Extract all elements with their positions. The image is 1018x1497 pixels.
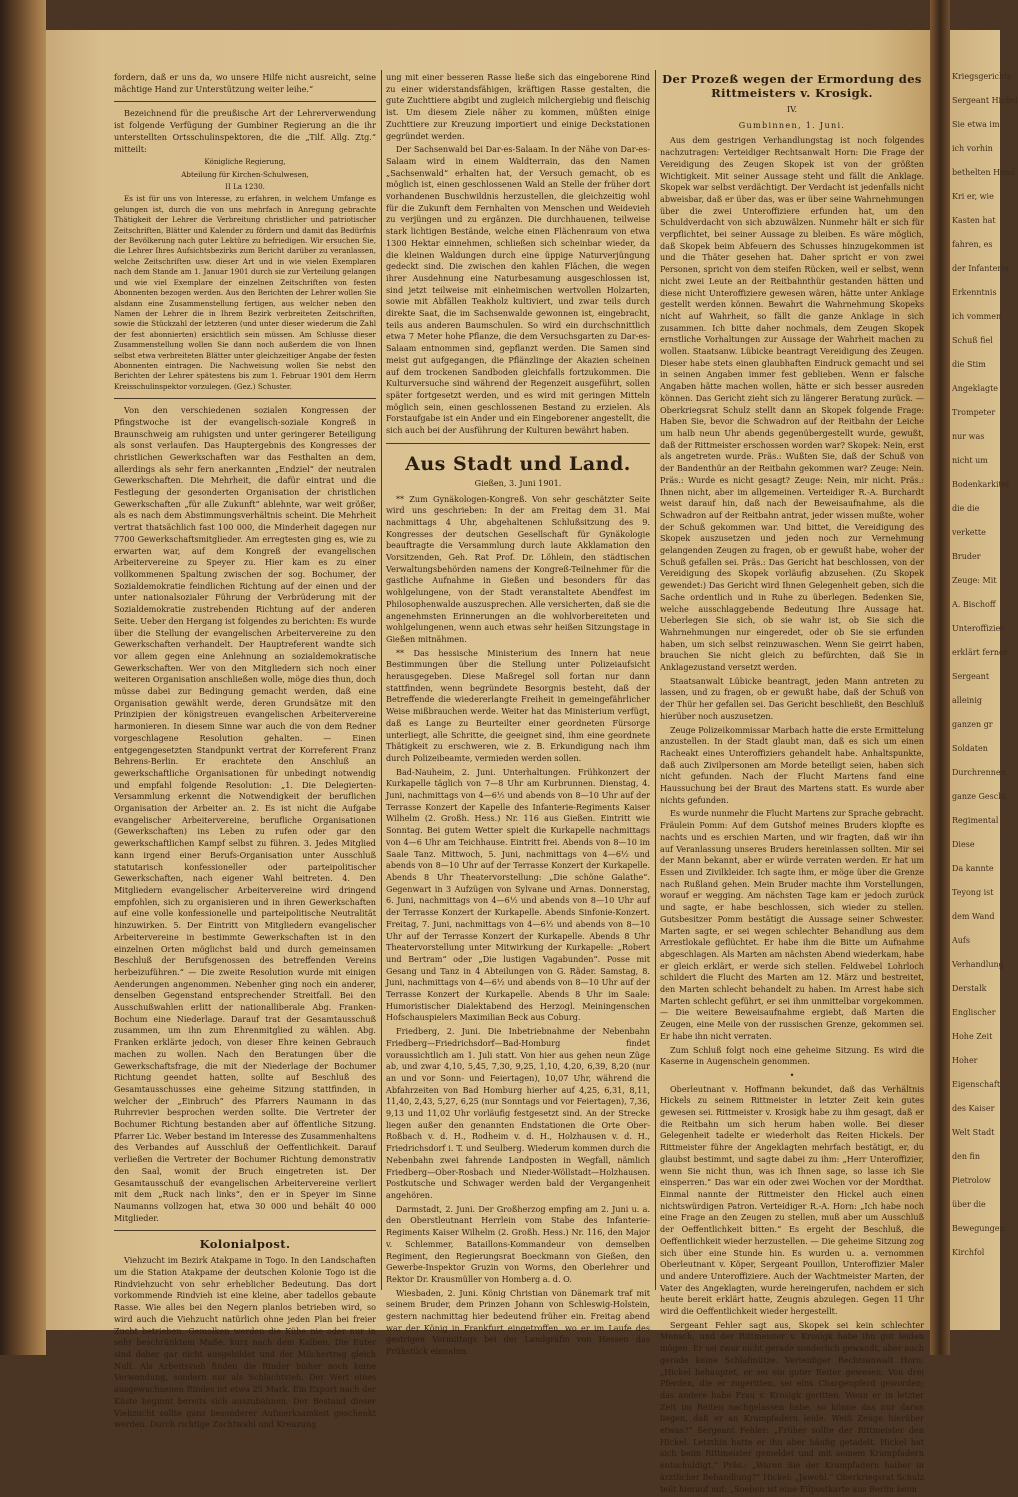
- paragraph: Wiesbaden, 2. Juni. König Christian von Dänemark traf mit seinem Bruder, dem Prinzen Johann von Schleswig-Holstein, gestern nachmittag hier bedeutend früher ein. Freitag abend war der König in Frankfurt eingetroffen, wo er im Laufe des gestrigen Vormittags bei der Landgräfin von Hessen das Frühstück einnahm.: [386, 1287, 650, 1357]
- next-page-fragment: A. Bischoff: [952, 600, 996, 609]
- next-page-fragment: Sergeant Hickel: [952, 96, 1018, 105]
- next-page-fragment: die die: [952, 504, 980, 513]
- paragraph: Darmstadt, 2. Juni. Der Großherzog empfing am 2. Juni u. a. den Oberstleutnant Herrlein vom Stabe des Infanterie-Regiments Kaiser Wilhelm (2. Großh. Hess.) Nr. 116, den Major v. Schlemmer, Bataillons-Kommandeur von demselben Regiment, den Regierungsrat Boeckmann von Gießen, den Gewerbe-Inspektor Gruzin von Worms, den Oberlehrer und Rektor Dr. Krausmüller von Homberg a. d. O.: [386, 1203, 650, 1284]
- next-page-fragment: Unteroffizier: [952, 624, 1005, 633]
- next-page-fragment: Eigenschaft: [952, 1080, 1001, 1089]
- next-page-fragment: Hoher: [952, 1056, 978, 1065]
- next-page-fragment: Hohe Zeit: [952, 1032, 993, 1041]
- paragraph: Viehzucht im Bezirk Atakpame in Togo. In den Landschaften um die Station Atakpame der deutschen Kolonie Togo ist die Rindviehzucht von sehr erheblicher Bedeutung. Das dort vorkommende Rindvieh ist eine kleine, aber tadellos gebaute Rasse. Wie alles bei den Negern planlos betrieben wird, so wird auch die Viehzucht natürlich ohne jeden Plan bei freier Zucht betrieben. Gemolken werden die Kühe nie oder nur in sehr beschränktem Maße, kurz nach dem Kalben. Die Euter sind daher gar nicht ausgebildet und der Milchertrag gleich Null. Als Arbeitsvieh finden die Rinder bisher noch keine Verwendung, sondern nur als Schlachtvieh. Der Wert eines ausgewachsenen Rindes ist etwa 25 Mark. Ein Export nach der Küste beginnt bereits sich auszubahnen. Der Bestand dieser Viehzucht sollte ganz besonderer Aufmerksamkeit geschenkt werden. Durch richtige Zuchtwahl und Kreuzung: [114, 1255, 376, 1430]
- next-page-fragment: Durchrennen: [952, 768, 1006, 777]
- divider: [114, 101, 376, 102]
- divider: [114, 398, 376, 399]
- next-page-fragment: Diese: [952, 840, 975, 849]
- paragraph: ung mit einer besseren Rasse ließe sich das eingeborene Rind zu einer widerstandsfähigen, kräftigen Rasse gestalten, die gute Zuchttiere abgibt und zugleich milchergiebig und fleischig ist. Um diesem Ziele näher zu kommen, müßten einige Zuchttiere zur Kreuzung importiert und einige Deckstationen gegründet werden.: [386, 72, 650, 141]
- next-page-fragment: Kriegsgerichte: [952, 72, 1013, 81]
- next-page-fragment: erklärt ferner: [952, 648, 1008, 657]
- paragraph: Zum Schluß folgt noch eine geheime Sitzung. Es wird die Kaserne in Augenschein genommen.: [660, 1044, 924, 1067]
- paragraph: Der Sachsenwald bei Dar-es-Salaam. In der Nähe von Dar-es-Salaam wird in einem Waldterrain, das den Namen „Sachsenwald“ erhalten hat, der Versuch gemacht, ob es möglich ist, einen geschlossenen Wald an Stelle der früher dort vorhandenen Buschwildnis herzustellen, die gleichzeitig wohl für die Zukunft dem Fernhalten von Menschen und Weidevieh zu verjüngen und zu ergänzen. Die durchhauenen, teilweise stark lichtigen Bestände, welche einen Flächenraum von etwa 1300 Hektar einnehmen, schließen sich scheinbar wieder, da die kleinen Waldungen durch eine üppige Naturverjüngung gedeckt sind. Die zwischen den kahlen Flächen, die wegen ihrer Ausdehnung eine Naturbesamung ausgeschlossen ist, sind jetzt teilweise mit einheimischen wertvollen Holzarten, sowie mit Abfällen Teakholz kultiviert, und zwar teils durch direkte Saat, die im Sachsenwalde gewonnen ist, eingebracht, teils aus anderen Baumschulen. So wird ein durchschnittlich etwa 7 Meter hohe Pflanze, die dem Versuchsgarten zu Dar-es-Salaam entnommen sind, gepflanzt werden. Die Samen sind meist gut aufgegangen, die Pflänzlinge der Akazien scheinen auf dem trockenen Sandboden gleichfalls fortzukommen. Die Kulturversuche sind während der Regenzeit ausgeführt, sollen später fortgesetzt werden, und es wird mit geringen Mitteln möglich sein, einen geschlossenen Bestand zu erzielen. Als Forstaufgabe ist ein Ander und ein Eingeborener angestellt, die sich auch bei der Ausführung der Kulturen bewährt haben.: [386, 144, 650, 436]
- paragraph: ** Das hessische Ministerium des Innern hat neue Bestimmungen über die Stellung unter Polizeiaufsicht herausgegeben. Diese Maßregel soll fortan nur dann stattfinden, wenn begründete Besorgnis besteht, daß der Betreffende die wiedererlangte Freiheit in gemeingefährlicher Weise mißbrauchen werde. Weiter hat das Ministerium verfügt, daß es Lange zu Beurteilter einer geordneten Fürsorge unterliegt, alle Schritte, die geeignet sind, ihm eine geordnete Thätigkeit zu erschweren, wie z. B. Erkundigung nach ihm durch Polizeibeamte, vermieden werden sollen.: [386, 647, 650, 763]
- next-page-fragment: Sie etwa im: [952, 120, 1000, 129]
- paragraph: Sergeant Fehler sagt aus, Skopek sei kein schlechter Mensch, und der Rittmeister v. Krosigk habe ihn gut leiden mögen. Er sei zwar nicht gerade sonderlich gewandt, aber auch gerade keine Schlafmütze. Verteidiger Rechtsanwalt Horn: „Hickel behauptet, er sei ein guter Reiter gewesen. Von drei Pferden, die er zugeritten, sei eins Chargenpferd geworden; das andere habe Frau v. Krosigk geritten. Wenn er in letzter Zeit im Reiten nachgelassen habe, so könne das nur daran liegen, daß er an Krampfadern leide. Weiß Zeuge hierüber etwas?“ Sergeant Fehler: „Früher sollte der Rittmeister den Hickel. Letzthin hatte er ihn aber häufig getadelt. Hickel hat sich beim Rittmeister gemeldet und mit seinem Krampfadern entschuldigt.“ Präs.: „Waren Sie der Krampfadern halber in ärztlicher Behandlung?“ Hickel: „Jawohl.“ Oberkriegsrat Schulz teilt hierauf mit: „Soeben ist eine Eilpostkarte aus Berlin beim: [660, 1319, 924, 1494]
- next-page-fragment: ganze Geschi: [952, 792, 1006, 801]
- decree-heading: Königliche Regierung,: [204, 157, 286, 167]
- next-page-fragment: alleinig: [952, 696, 983, 705]
- next-page-fragment: verkette: [952, 528, 986, 537]
- next-page-fragment: Trompeter: [952, 408, 996, 417]
- column-rule: [381, 70, 382, 1290]
- next-page-fragment: Zeuge: Mit: [952, 576, 997, 585]
- next-page-fragment: der Infanterie: [952, 264, 1009, 273]
- next-page-fragment: Kasten hat: [952, 216, 996, 225]
- book-gutter: [930, 0, 950, 1355]
- next-page-fragment: die Stim: [952, 360, 986, 369]
- paragraph: ** Zum Gynäkologen-Kongreß. Von sehr geschätzter Seite wird uns geschrieben: In der am Freitag dem 31. Mai nachmittags 4 Uhr, abgehaltenen Schlußsitzung des 9. Kongresses der deutschen Gesellschaft für Gynäkologie beauftragte die Versammlung durch laute Akklamation den Vorsitzenden, Geh. Rat Prof. Dr. Löhlein, den städtischen Verwaltungsbehörden namens der Kongreß-Teilnehmer für die gastliche Aufnahme in Gießen und besonders für das wohlgelungene, von der Stadt veranstaltete Abendfest im Philosophenwalde auszusprechen. Alle versicherten, daß sie die angenehmsten Erinnerungen an die wohlvorbereiteten und wohlgelungenen, wenn auch etwas sehr heißen Sitzungstage in Gießen mitnähmen.: [386, 493, 650, 644]
- decree-number: II La 1230.: [225, 182, 265, 192]
- next-page-fragment: Erkenntnis: [952, 288, 997, 297]
- section-heading-stadt-und-land: Aus Stadt und Land.: [405, 452, 631, 475]
- next-page-fragment: Teyong ist: [952, 888, 994, 897]
- next-page-fragment: ich vommen: [952, 312, 1002, 321]
- next-page-fragment: ganzen gr: [952, 720, 993, 729]
- paragraph: Friedberg, 2. Juni. Die Inbetriebnahme der Nebenbahn Friedberg—Friedrichsdorf—Bad-Homburg findet voraussichtlich am 1. Juli statt. Von hier aus gehen neun Züge ab, und zwar 4,10, 5,45, 7,30, 9,25, 1,10, 4,20, 6,39, 8,20 (nur an und vor Sonn- und Feiertagen), 10,07 Uhr, während die Abfahrzeiten von Bad Homburg hierher auf 4,25, 6,31, 8,11, 11,40, 2,43, 5,27, 6,25 (nur Sonntags und vor Feiertagen), 7,36, 9,13 und 11,02 Uhr vorläufig festgesetzt sind. An der Strecke liegen außer den genannten Endstationen die Orte Ober-Roßbach v. d. H., Rodheim v. d. H., Holzhausen v. d. H., Friedrichsdorf i. T. und Seulberg. Wiederum kommen durch die Nebenbahn zwei fahrende Landposten in Wegfall, nämlich Friedberg—Ober-Rosbach und Nieder-Wöllstadt—Holzhausen. Postkutsche und Schwager werden bald der Vergangenheit angehören.: [386, 1026, 650, 1200]
- paragraph: Aus dem gestrigen Verhandlungstag ist noch folgendes nachzutragen: Verteidiger Rechtsanwalt Horn: Die Frage der Vereidigung des Zeugen Skopek ist von der größten Wichtigkeit. Mit seiner Aussage steht und fällt die Anklage. Skopek war selbst verdächtigt. Der Verdacht ist jedenfalls nicht abweisbar, daß er über das, was er über seine Wahrnehmungen über die zwei Unteroffiziere erfunden hat, um den Schuldverdacht von sich abzuwälzen. Nunmehr hält er sich für verpflichtet, bei seiner Aussage zu bleiben. Es wäre möglich, daß Skopek beim Abfeuern des Schusses hinzugekommen ist und die Thäter gesehen hat. Daher spricht er von zwei Personen, spricht von dem steifen Rücken, weil er selbst, wenn nicht zwei Leute an der Reitbahnthür gestanden hätten und diese nicht Unteroffiziere gewesen wären, hätte unter Anklage gestellt werden können. Bewahrt die Wahrnehmung Skopeks nicht auf Wahrheit, so fällt die ganze Anklage in sich zusammen. Ich bitte daher nochmals, dem Zeugen Skopek ernstliche Vorhaltungen zur Aussage der Wahrheit machen zu wollen. Staatsanw. Lübicke beantragt Vereidigung des Zeugen. Dieser habe stets einen glaubhaften Eindruck gemacht und sei in seinen Angaben immer fest geblieben. Wenn er falsche Angaben hätte machen wollen, hätte er sich besser ausreden können. Das Gericht zieht sich zu längerer Beratung zurück. — Oberkriegsrat Schulz stellt dann an Skopek folgende Frage: Haben Sie, bevor die Schwadron auf der Reitbahn der Leiche um halb neun Uhr abends gegenübergestellt wurde, gewußt, daß der Rittmeister erschossen worden war? Skopek: Nein, erst als angetreten wurde. Präs.: Wußten Sie, daß der Schuß von der Bandenthür an der Reitbahn gekommen war? Zeuge: Nein. Präs.: Wurde es nicht gesagt? Zeuge: Nein, mir nicht. Präs.: Ihnen nicht, aber im allgemeinen. Verteidiger R.-A. Burchardt weist darauf hin, daß nach der Beweisaufnahme, als die Schwadron auf der Reitbahn antrat, jeder wissen mußte, woher der Schuß gekommen war. Und bittet, die Vereidigung des Skopek auszusetzen und jeden noch zur Vernehmung gelangenden Zeugen zu fragen, ob er gewußt habe, woher der Schuß gefallen sei. Präs.: Das Gericht hat beschlossen, von der Vereidigung des Skopek vorläufig abzusehen. (Zu Skopek gewendet:) Das Gericht wird Ihnen Gelegenheit geben, sich die Sache ordentlich und in Ruhe zu überlegen. Bedenken Sie, welche ausschlaggebende Bedeutung Ihre Aussage hat. Ueberlegen Sie sich, ob sie wahr ist, ob Sie sich die Wahrnehmungen nur eingeredet, oder ob Sie sie erfunden haben, um sich selbst reinzuwaschen. Wenn Sie geirrt haben, brauchen Sie nicht gleich zu befürchten, daß Sie in Anklagezustand versetzt werden.: [660, 135, 924, 673]
- divider: [386, 443, 650, 444]
- next-page-fragment: nicht um: [952, 456, 988, 465]
- next-page-fragment: über die: [952, 1200, 986, 1209]
- article-headline-prozess: Der Prozeß wegen der Ermordung des Rittmeisters v. Krosigk.: [662, 72, 922, 100]
- paragraph: Es wurde nunmehr die Flucht Martens zur Sprache gebracht. Fräulein Pomm: Auf dem Gutshof meines Bruders klopfte es nachts und es erschien Marten, und wir fragten, daß wir ihn auf Veranlassung unseres Bruders hereinlassen sollten. Mir sei der Mann bekannt, aber er würde verraten werden. Er hat um Essen und Zivilkleider. Ich sagte ihm, er möge über die Grenze nach Rußland gehen. Mein Bruder machte ihm Vorstellungen, worauf er wegging. Am nächsten Tage kam er jedoch zurück und sagte, er habe beschlossen, sich wieder zu stellen. Gutsbesitzer Pomm bestätigt die Aussage seiner Schwester. Marten sagte, er sei wegen schlechter Behandlung aus dem Arrestlokale geflüchtet. Er habe ihm die Bitte um Aufnahme abgeschlagen. Als Marten am nächsten Abend wiederkam, habe er gleich erklärt, er werde sich stellen. Feldwebel Lohrloch schildert die Flucht des Marten am 12. März und bestreitet, den Marten schlecht behandelt zu haben. Im Arrest habe sich Marten schlecht geführt, er sei ihm unmittelbar vorgekommen. — Die weitere Beweisaufnahme ergiebt, daß Marten die Zeugen, eine Meile von der russischen Grenze, gekommen sei. Er habe ihn nicht verraten.: [660, 808, 924, 1041]
- next-page-fragment: ich vorhin: [952, 144, 993, 153]
- next-page-fragment: Sergeant: [952, 672, 990, 681]
- next-page-fragment: Bruder: [952, 552, 981, 561]
- next-page-fragment: Bewegungen: [952, 1224, 1005, 1233]
- section-heading-kolonialpost: Kolonialpost.: [199, 1237, 291, 1252]
- next-page-fragment: Bodenkarkitel: [952, 480, 1010, 489]
- next-page-fragment: Schuß fiel: [952, 336, 993, 345]
- paragraph: Zeuge Polizeikommissar Marbach hatte die erste Ermittelung anzustellen. In der Stadt glaubt man, daß es sich um einen Racheakt eines Unteroffiziers gehandelt habe. Anhaltspunkte, daß auch Zivilpersonen am Morde beteiligt seien, haben sich nicht gefunden. Nach der Flucht Martens fand eine Haussuchung bei der Braut des Martens statt. Es wurde aber nichts gefunden.: [660, 724, 924, 805]
- next-page-fragment: Kirchfol: [952, 1248, 985, 1257]
- next-page-fragment: den fin: [952, 1152, 981, 1161]
- part-number: IV.: [786, 104, 798, 114]
- next-page-fragment: Verhandlung: [952, 960, 1004, 969]
- decree-department: Abteilung für Kirchen-Schulwesen,: [181, 169, 309, 179]
- dateline: Gießen, 3. Juni 1901.: [474, 477, 562, 488]
- next-page-fragment: Soldaten: [952, 744, 988, 753]
- next-page-fragment: Kri er, wie: [952, 192, 994, 201]
- article-continuation: fordern, daß er uns da, wo unsere Hilfe nicht ausreicht, seine mächtige Hand zur Unterstützung weiter leihe.“: [114, 72, 376, 94]
- dateline: Gumbinnen, 1. Juni.: [738, 119, 846, 130]
- next-page-fragment: fahren, es: [952, 240, 993, 249]
- column-3: [660, 72, 924, 1497]
- next-page-fragment: bethelten Hand: [952, 168, 1016, 177]
- next-page-fragment: Aufs: [952, 936, 970, 945]
- next-page-fragment: Derstalk: [952, 984, 987, 993]
- next-page-fragment: Englischer: [952, 1008, 996, 1017]
- paragraph: Bad-Nauheim, 2. Juni. Unterhaltungen. Frühkonzert der Kurkapelle täglich von 7—8 Uhr am Kurbrunnen. Dienstag, 4. Juni, nachmittags von 4—6½ und abends von 8—10 Uhr auf der Terrasse Konzert der Kapelle des Infanterie-Regiments Kaiser Wilhelm (2. Großh. Hess.) Nr. 116 aus Gießen. Eintritt wie Sonntag. Bei gutem Wetter spielt die Kurkapelle nachmittags von 4—6 Uhr am Teichhause. Eintritt frei. Abends von 8—10 im Saale Tanz. Mittwoch, 5. Juni, nachmittags von 4—6½ und abends von 8—10 Uhr auf der Terrasse Konzert der Kurkapelle. Abends 8 Uhr Theatervorstellung: „Die schöne Galathe“. Gegenwart in 3 Aufzügen von Sylvane und Arnas. Donnerstag, 6. Juni, nachmittags von 4—6½ und abends von 8—10 Uhr auf der Terrasse Konzert der Kurkapelle. Abends Sinfonie-Konzert. Freitag, 7. Juni, nachmittags von 4—6½ und abends von 8—10 Uhr auf der Terrasse Konzert der Kurkapelle. Abends 8 Uhr Theatervorstellung unter Mitwirkung der Kurkapelle: „Robert und Bertram“ oder „Die lustigen Vagabunden“. Posse mit Gesang und Tanz in 4 Abteilungen von G. Räder. Samstag, 8. Juni, nachmittags von 4—6½ und abends von 8—10 Uhr auf der Terrasse Konzert der Kurkapelle. Abends 8 Uhr im Saale: Humoristischer Dialektabend des Herzogl. Meiningenschen Hofschauspielers Maximilian Beck aus Coburg.: [386, 766, 650, 1023]
- next-page-fragment: Angeklagte: [952, 384, 999, 393]
- next-page-fragment: des Kaiser: [952, 1104, 995, 1113]
- next-page-fragment: Pietrolow: [952, 1176, 991, 1185]
- next-page-fragment: dem Wand: [952, 912, 995, 921]
- paragraph: Von den verschiedenen sozialen Kongressen der Pfingstwoche ist der evangelisch-soziale Kongreß in Braunschweig am ruhigsten und unter geringerer Beteiligung als sonst verlaufen. Das Hauptergebnis des Kongresses der christlichen Gewerkschaften war das Festhalten an dem, allerdings als sehr fern anerkannten „Endziel“ der neutralen Gewerkschaften. Die Mehrheit, die dafür eintrat und die Festlegung der gesonderten Organisation der christlichen Gewerkschaften „für alle Zukunft“ ablehnte, war weit größer, als es nach dem Abstimmungsverhältnis scheint. Die Mehrheit vertrat thatsächlich fast 100 000, die Minderheit dagegen nur 7700 Gewerkschaftsmitglieder. Am erregtesten ging es, wie zu erwarten war, auf dem Kongreß der evangelischen Arbeitervereine zu Speyer zu. Hier kam es zu einer vollkommenen Spaltung zwischen der sog. Bochumer, der Sozialdemokratie feindlichen Richtung auf der einen und der unter nationalsozialer Führung der Verbrüderung mit der Sozialdemokratie zustrebenden Richtung auf der anderen Seite. Ueber den Hergang ist folgendes zu berichten: Es wurde über die Stellung der evangelischen Arbeitervereine zu den Gewerkschaften verhandelt. Der Hauptreferent wandte sich vor allem gegen eine Anlehnung an sozialdemokratische Gewerkschaften. Wer von den Mitgliedern sich noch einer weiteren Organisation anschließen wolle, möge dies thun, doch müsse dabei zur Bedingung gemacht werden, daß eine Organisation gewählt werde, deren Grundsätze mit den Prinzipien der königstreuen evangelischen Arbeitervereine harmonieren. In diesem Sinne war auch die von dem Redner vorgeschlagene Resolution gehalten. — Einen entgegengesetzten Standpunkt vertrat der Korreferent Franz Behrens-Berlin. Er erachtete den Anschluß an gewerkschaftliche Organisationen für unbedingt notwendig und empfahl folgende Resolution: „1. Die Delegierten-Versammlung erkennt die Notwendigkeit der beruflichen Organisation der Arbeiter an. 2. Es ist nicht die Aufgabe evangelischer Arbeitervereine, berufliche Organisationen (Gewerkschaften) ins Leben zu rufen oder gar den gewerkschaftlichen Kampf selbst zu führen. 3. Jedes Mitglied kann irgend einer Berufs-Organisation unter Ausschluß statutarisch konfessioneller oder parteipolitischer Gewerkschaften, nach eigener Wahl beitreten. 4. Den Mitgliedern evangelischer Arbeitervereine wird dringend empfohlen, sich zu organisieren und in ihren Gewerkschaften auf eine volle konfessionelle und parteipolitische Neutralität hinzuwirken. 5. Der Eintritt von Mitgliedern evangelischer Arbeitervereine in bestimmte Gewerkschaften ist in den einzelnen Orten möglichst bald und durch gemeinsamen Beschluß der Berufsgenossen des betreffenden Vereins herbeizuführen.“ — Die zweite Resolution wurde mit einigen Aenderungen angenommen. Nebenher ging noch ein anderer, denselben Gegenstand entsprechender Streitfall. Bei den Ausschußwahlen erlitt der nationalliberale Abg. Franken-Bochum eine Niederlage. Darauf trat der Gesamtausschuß zusammen, um ihn zum Ehrenmitglied zu wählen. Abg. Franken erklärte jedoch, von dieser Ehre keinen Gebrauch machen zu wollen. Nach den Beratungen über die Gewerkschaftsfrage, die mit der Niederlage der Bochumer Richtung geendet hatten, sollte auf Beschluß des Gesamtausschusses eine geheime Sitzung stattfinden, in welcher der „Einbruch“ des Pfarrers Naumann in das Ruhrrevier besprochen werden sollte. Die Vertreter der Bochumer Richtung bestanden aber auf öffentliche Sitzung. Pfarrer Lic. Weber bestand im Interesse des Zusammenhaltens des Verbandes auf Ausschluß der Oeffentlichkeit. Darauf verließen die Vertreter der Bochumer Richtung demonstrativ den Saal, womit der Bruch eingetreten ist. Der Gesamtausschuß der evangelischen Arbeitervereine verliert mit dem „Ruck nach links“, den er in Speyer im Sinne Naumanns vollzogen hat, etwa 30 000 und behält 40 000 Mitglieder.: [114, 405, 376, 1223]
- column-2: [386, 72, 650, 1360]
- paragraph: Bezeichnend für die preußische Art der Lehrerverwendung ist folgende Verfügung der Gumbiner Regierung an die ihr unterstellten Ortsschulinspektoren, die die „Tilf. Allg. Ztg.“ mitteilt:: [114, 108, 376, 154]
- divider: [114, 1230, 376, 1231]
- column-rule: [655, 70, 656, 1290]
- paragraph: Oberleutnant v. Hoffmann bekundet, daß das Verhältnis Hickels zu seinem Rittmeister in letzter Zeit kein gutes gewesen sei. Rittmeister v. Krosigk habe zu ihm gesagt, daß er die Reitbahn um sich herum haben wolle. Bei dieser Gelegenheit tadelte er wiederholt das Reiten Hickels. Der Rittmeister führe der Angeklagten mehrfach bestätigt, er, du glaubst bestimmt, und sagte dabei zu ihm: „Herr Unteroffizier, wenn Sie nicht thun, was ich Ihnen sage, so lasse ich Sie einsperren.“ Das war ein oder zwei Wochen vor der Mordthat. Einmal nannte der Rittmeister den Hickel auch einen nichtswürdigen Patron. Verteidiger R.-A. Horn: „Ich habe noch eine Frage an den Zeugen zu stellen, muß aber um Ausschluß der Oeffentlichkeit bitten.“ Es ergeht der Beschluß, die Oeffentlichkeit wieder herzustellen. — Die geheime Sitzung zog sich über eine Stunde hin. Es wurden u. a. vernommen Oberleutnant v. Köper, Sergeant Pouillon, Unteroffizier Maler und andere Unteroffiziere. Auch der Wachtmeister Marten, der Vater des Angeklagten, wurde hereingerufen, nachdem er sich heute bereit erklärt hatte, Zeugnis abzulegen. Gegen 11 Uhr wird die Oeffentlichkeit wieder hergestellt.: [660, 1083, 924, 1317]
- column-1: [114, 72, 376, 1433]
- decree-text: Es ist für uns von Interesse, zu erfahren, in welchem Umfange es gelungen ist, durch die von uns mehrfach in Anregung gebrachte Thätigkeit der Lehrer die Verbreitung christlicher und patriotischer Zeitschriften, Blätter und Kalender zu fördern und damit das Bedürfnis der Bevölkerung nach guter Lektüre zu befriedigen. Wir ersuchen Sie, die Lehrer Ihres Aufsichtsbezirks zum Bericht darüber zu veranlassen, welche Zeitschriften usw. dieser Art und in wie vielen Exemplaren nach dem Stande am 1. Januar 1901 durch sie zur Verteilung gelangen und wie viel Exemplare der einzelnen Zeitschriften von festen Abonnenten bezogen werden. Aus den Berichten der Lehrer wollen Sie alsdann eine Zusammenstellung fertigen, aus welcher neben den Namen der Lehrer die in Ihrem Bezirk verbreiteten Zeitschriften, sowie die Stückzahl der letzteren (und unter dieser wiederum die Zahl der fest abonnierten) ersichtlich sein müssen. Am Schlusse dieser Zusammenstellung wollen Sie dann noch außerdem die von Ihnen selbst etwa verbreiteten Blätter unter gleichzeitiger Angabe der festen Abonnenten eintragen. Die Nachweisung wollen Sie nebst den Berichten der Lehrer spätestens bis zum 1. Februar 1901 dem Herrn Kreisschulinspektor vorzulegen. (Gez.) Schuster.: [114, 194, 376, 391]
- next-page-edge: [950, 30, 1018, 1330]
- next-page-fragment: Da kannte: [952, 864, 994, 873]
- next-page-fragment: Regimental: [952, 816, 999, 825]
- previous-page-edge: [0, 0, 46, 1355]
- paragraph: Staatsanwalt Lübicke beantragt, jeden Mann antreten zu lassen, und zu fragen, ob er gewußt habe, daß der Schuß von der Thür her gefallen sei. Das Gericht beschließt, den Beschluß hierüber noch auszusetzen.: [660, 675, 924, 721]
- separator-bullet: •: [789, 1069, 795, 1080]
- next-page-fragment: nur was: [952, 432, 985, 441]
- next-page-fragment: Welt Stadt: [952, 1128, 995, 1137]
